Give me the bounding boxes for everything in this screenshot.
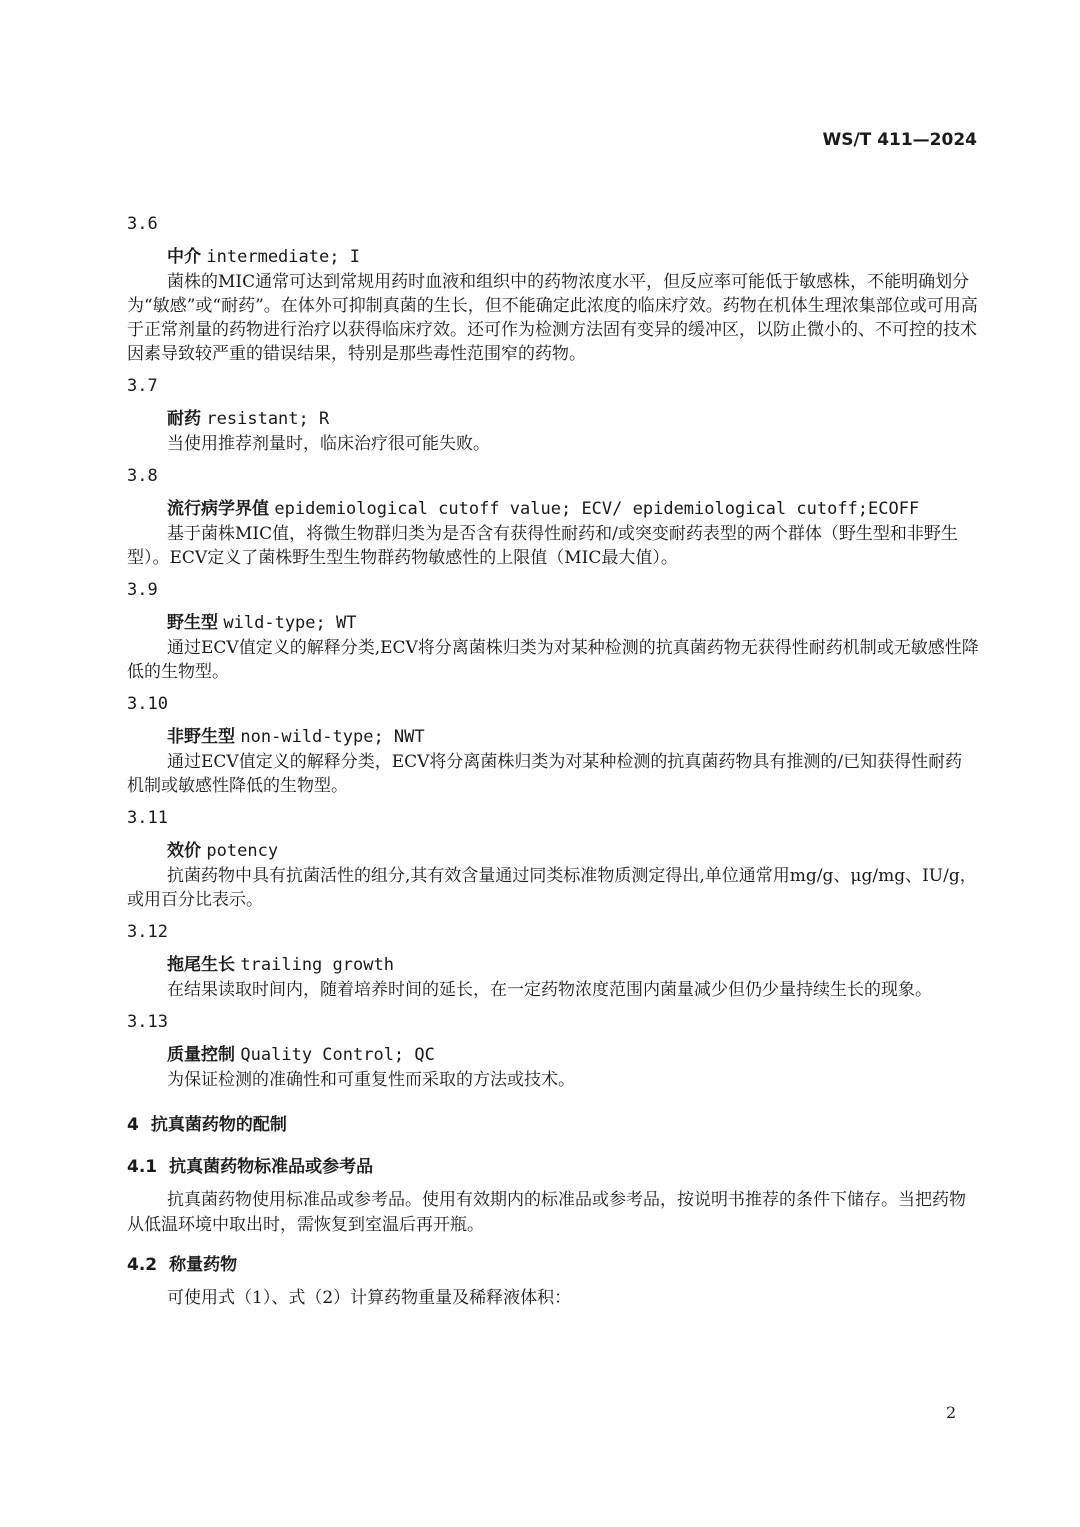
term-number: 3.12 — [127, 922, 168, 942]
term-heading — [127, 406, 979, 432]
term-number: 3.13 — [127, 1012, 168, 1032]
term-heading — [127, 838, 979, 864]
term-english: resistant; R — [206, 409, 330, 429]
term-entry — [127, 802, 979, 916]
term-chinese: 拖尾生长 — [167, 955, 235, 975]
term-heading — [127, 1042, 979, 1068]
term-heading — [127, 610, 979, 636]
term-number: 3.11 — [127, 808, 168, 828]
term-definition: 为保证检测的准确性和可重复性而采取的方法或技术。 — [167, 1070, 575, 1090]
term-chinese: 质量控制 — [167, 1045, 235, 1065]
term-english: potency — [206, 841, 279, 861]
term-entry — [127, 460, 979, 574]
term-number: 3.8 — [127, 466, 158, 486]
term-number: 3.9 — [127, 580, 158, 600]
section-heading — [127, 1110, 979, 1140]
term-heading — [127, 952, 979, 978]
subsection-title: 称量药物 — [169, 1255, 238, 1275]
paragraph: 抗真菌药物使用标准品或参考品。使用有效期内的标准品或参考品，按说明书推荐的条件下储存。当把药物从低温环境中取出时，需恢复到室温后再开瓶。 — [127, 1190, 966, 1235]
term-heading — [127, 244, 979, 270]
term-english: epidemiological cutoff value; ECV/ epidemiological cutoff;ECOFF — [274, 499, 920, 519]
term-definition: 在结果读取时间内，随着培养时间的延长，在一定药物浓度范围内菌量减少但仍少量持续生长的现象。 — [167, 980, 932, 1000]
term-definition: 菌株的MIC通常可达到常规用药时血液和组织中的药物浓度水平，但反应率可能低于敏感株，不能明确划分为“敏感”或“耐药”。在体外可抑制真菌的生长，但不能确定此浓度的临床疗效。药物在机体生理浓集部位或可用高于正常剂量的药物进行治疗以获得临床疗效。还可作为检测方法固有变异的缓冲区，以防止微小的、不可控的技术因素导致较严重的错误结果，特别是那些毒性范围窄的药物。 — [127, 272, 978, 364]
page-number: 2 — [946, 1403, 957, 1422]
term-chinese: 耐药 — [167, 409, 201, 429]
term-english: trailing growth — [240, 955, 394, 975]
term-heading — [127, 496, 979, 522]
subsection-number: 4.1 — [127, 1157, 158, 1177]
term-number: 3.10 — [127, 694, 168, 714]
term-chinese: 非野生型 — [167, 727, 235, 747]
subsection-heading — [127, 1250, 979, 1280]
subsection-title: 抗真菌药物标准品或参考品 — [169, 1157, 374, 1177]
section-number: 4 — [127, 1115, 139, 1135]
document-body — [127, 208, 979, 1311]
term-definition: 抗菌药物中具有抗菌活性的组分,其有效含量通过同类标准物质测定得出,单位通常用mg/g、μg/mg、IU/g，或用百分比表示。 — [127, 866, 977, 910]
standard-code: WS/T 411—2024 — [822, 130, 977, 150]
term-chinese: 野生型 — [167, 613, 218, 633]
term-number: 3.7 — [127, 376, 158, 396]
term-heading — [127, 724, 979, 750]
term-entry — [127, 208, 979, 370]
term-definition: 通过ECV值定义的解释分类，ECV将分离菌株归类为对某种检测的抗真菌药物具有推测的/已知获得性耐药机制或敏感性降低的生物型。 — [127, 752, 963, 796]
subsection-heading — [127, 1152, 979, 1182]
term-entry — [127, 1006, 979, 1096]
section-title: 抗真菌药物的配制 — [150, 1115, 287, 1135]
term-english: Quality Control; QC — [240, 1045, 435, 1065]
term-entry — [127, 370, 979, 460]
term-english: non-wild-type; NWT — [240, 727, 425, 747]
term-entry — [127, 916, 979, 1006]
term-chinese: 流行病学界值 — [167, 499, 269, 519]
term-entry — [127, 688, 979, 802]
term-english: wild-type; WT — [223, 613, 357, 633]
term-number: 3.6 — [127, 214, 158, 234]
term-entry — [127, 574, 979, 688]
term-english: intermediate; I — [206, 247, 360, 267]
term-chinese: 中介 — [167, 247, 201, 267]
term-definition: 通过ECV值定义的解释分类,ECV将分离菌株归类为对某种检测的抗真菌药物无获得性耐药机制或无敏感性降低的生物型。 — [127, 638, 979, 682]
paragraph: 可使用式（1）、式（2）计算药物重量及稀释液体积： — [167, 1288, 572, 1308]
term-definition: 当使用推荐剂量时，临床治疗很可能失败。 — [167, 434, 490, 454]
subsection-number: 4.2 — [127, 1255, 158, 1275]
term-chinese: 效价 — [167, 841, 201, 861]
term-definition: 基于菌株MIC值，将微生物群归类为是否含有获得性耐药和/或突变耐药表型的两个群体（野生型和非野生型）。ECV定义了菌株野生型生物群药物敏感性的上限值（MIC最大值）。 — [127, 524, 958, 568]
